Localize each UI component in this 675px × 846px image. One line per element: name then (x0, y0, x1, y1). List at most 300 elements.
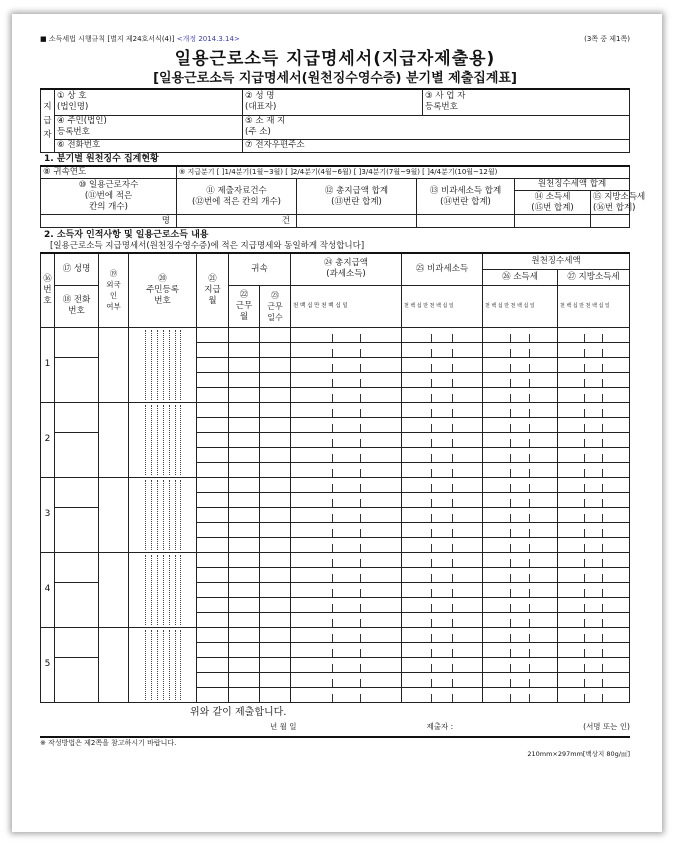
income-tax-cell[interactable] (483, 507, 558, 522)
work-month-cell[interactable] (229, 402, 260, 417)
local-tax-cell[interactable] (558, 402, 630, 417)
rrn-cell[interactable] (129, 327, 197, 402)
pay-month-cell[interactable] (197, 567, 229, 582)
local-tax-cell[interactable] (558, 687, 630, 702)
nontax-amount-cell[interactable] (402, 567, 483, 582)
income-tax-cell[interactable] (483, 687, 558, 702)
digit-ticks (483, 433, 557, 447)
digit-ticks (558, 388, 629, 402)
pay-month-cell[interactable] (197, 522, 229, 537)
digit-ticks (291, 568, 401, 582)
pay-month-cell[interactable] (197, 597, 229, 612)
digit-ticks (558, 373, 629, 387)
nontax-amount-cell[interactable] (402, 522, 483, 537)
income-tax-cell[interactable] (483, 357, 558, 372)
digit-ticks (483, 343, 557, 357)
col-attribution-header: 귀속 (229, 253, 291, 285)
work-days-cell[interactable] (260, 582, 291, 597)
pay-month-cell[interactable] (197, 387, 229, 402)
section1-title: 1. 분기별 원천징수 집계현황 (44, 153, 159, 164)
work-month-cell[interactable] (229, 327, 260, 342)
pay-month-cell[interactable] (197, 342, 229, 357)
income-tax-cell[interactable] (483, 567, 558, 582)
work-days-cell[interactable] (260, 567, 291, 582)
rrn-cell[interactable] (129, 477, 197, 552)
local-tax-cell[interactable] (558, 672, 630, 687)
rrn-dotted-grid (129, 480, 196, 550)
digit-ticks (558, 418, 629, 432)
document-sheet (12, 14, 662, 832)
work-days-cell[interactable] (260, 462, 291, 477)
digit-ticks (291, 403, 401, 417)
nontax-amount-cell[interactable] (402, 657, 483, 672)
digit-ticks (291, 433, 401, 447)
digit-ticks (558, 613, 629, 627)
digit-ticks (483, 688, 557, 702)
work-month-cell[interactable] (229, 537, 260, 552)
sign-field[interactable]: (서명 또는 인) (583, 721, 630, 731)
nontax-amount-cell[interactable] (402, 402, 483, 417)
digit-ticks (483, 403, 557, 417)
nontax-amount-cell[interactable] (402, 357, 483, 372)
foreigner-cell[interactable] (99, 477, 129, 552)
digit-ticks (558, 328, 629, 342)
income-tax-cell[interactable] (483, 597, 558, 612)
rrn-cell[interactable] (129, 627, 197, 702)
representative-field[interactable]: ② 성 명 (대표자) (243, 89, 423, 115)
pay-month-cell[interactable] (197, 492, 229, 507)
income-tax-cell[interactable] (483, 612, 558, 627)
digit-ticks (402, 433, 482, 447)
nontax-amount-cell[interactable] (402, 432, 483, 447)
total-amount-cell[interactable] (291, 672, 402, 687)
local-tax-cell[interactable] (558, 492, 630, 507)
local-tax-cell[interactable] (558, 627, 630, 642)
income-tax-cell[interactable] (483, 477, 558, 492)
digit-ticks (483, 358, 557, 372)
nontax-amount-cell[interactable] (402, 372, 483, 387)
foreigner-cell[interactable] (99, 552, 129, 627)
nontax-amount-cell[interactable] (402, 552, 483, 567)
work-month-cell[interactable] (229, 612, 260, 627)
work-month-cell[interactable] (229, 432, 260, 447)
digit-ticks (483, 568, 557, 582)
total-amount-cell[interactable] (291, 627, 402, 642)
local-tax-cell[interactable] (558, 432, 630, 447)
company-name-field[interactable]: ① 상 호 (법인명) (55, 89, 243, 115)
local-tax-cell[interactable] (558, 567, 630, 582)
nontax-amount-cell[interactable] (402, 492, 483, 507)
table-row (41, 327, 630, 342)
digit-ticks (483, 418, 557, 432)
local-tax-cell[interactable] (558, 342, 630, 357)
digit-ticks (558, 643, 629, 657)
registration-number-field[interactable]: ④ 주민(법인) 등록번호 (55, 115, 243, 139)
row-number: 1 (41, 327, 55, 402)
pay-month-cell[interactable] (197, 507, 229, 522)
work-days-cell[interactable] (260, 372, 291, 387)
digit-ticks (402, 553, 482, 567)
pay-month-cell[interactable] (197, 657, 229, 672)
work-month-cell[interactable] (229, 507, 260, 522)
total-amount-cell[interactable] (291, 597, 402, 612)
total-amount-cell[interactable] (291, 612, 402, 627)
digit-ticks (291, 388, 401, 402)
digit-ticks (291, 643, 401, 657)
work-days-cell[interactable] (260, 537, 291, 552)
business-number-field[interactable]: ③ 사 업 자 등록번호 (423, 89, 630, 115)
phone-field[interactable]: ⑥ 전화번호 (55, 139, 243, 152)
pay-month-cell[interactable] (197, 372, 229, 387)
email-field[interactable]: ⑦ 전자우편주소 (243, 139, 630, 152)
revision-date: <개정 2014.3.14> (176, 35, 240, 43)
nontax-amount-cell[interactable] (402, 462, 483, 477)
digit-ticks (291, 418, 401, 432)
total-amount-cell[interactable] (291, 327, 402, 342)
digit-ticks (483, 448, 557, 462)
nontax-amount-cell[interactable] (402, 537, 483, 552)
digit-ticks (402, 583, 482, 597)
digit-ticks (558, 343, 629, 357)
work-days-cell[interactable] (260, 477, 291, 492)
digit-ticks (483, 673, 557, 687)
row-number: 5 (41, 627, 55, 702)
total-amount-cell[interactable] (291, 417, 402, 432)
digit-ticks (402, 463, 482, 477)
total-amount-cell[interactable] (291, 522, 402, 537)
total-payment-header: ⑫ 총지급액 합계 (⑬번란 합계) (297, 179, 417, 215)
pay-month-cell[interactable] (197, 552, 229, 567)
footer-note-bar (40, 736, 630, 749)
digit-ticks (402, 388, 482, 402)
income-tax-input[interactable] (515, 215, 591, 228)
nontax-amount-cell[interactable] (402, 642, 483, 657)
attribution-year-field[interactable]: ⑧ 귀속연도 (41, 166, 177, 179)
col-nontax-header: ㉕ 비과세소득 (402, 253, 483, 285)
total-amount-cell[interactable] (291, 447, 402, 462)
digit-ticks (558, 688, 629, 702)
rrn-dotted-grid (129, 330, 196, 400)
work-days-cell[interactable] (260, 612, 291, 627)
local-tax-cell[interactable] (558, 417, 630, 432)
local-tax-cell[interactable] (558, 507, 630, 522)
paper-spec: 210mm×297mm[백상지 80g/㎡] (527, 749, 630, 758)
digit-ticks (291, 523, 401, 537)
income-tax-cell[interactable] (483, 642, 558, 657)
income-tax-cell[interactable] (483, 537, 558, 552)
work-days-cell[interactable] (260, 387, 291, 402)
rrn-dotted-grid (129, 630, 196, 700)
rrn-cell[interactable] (129, 552, 197, 627)
nontax-amount-cell[interactable] (402, 672, 483, 687)
worker-phone-cell[interactable] (55, 582, 99, 627)
work-month-cell[interactable] (229, 597, 260, 612)
worker-name-cell[interactable] (55, 402, 99, 432)
pay-month-cell[interactable] (197, 357, 229, 372)
form-page (40, 34, 646, 759)
work-days-cell[interactable] (260, 597, 291, 612)
row-number: 2 (41, 402, 55, 477)
local-tax-cell[interactable] (558, 447, 630, 462)
nontax-amount-cell[interactable] (402, 477, 483, 492)
local-tax-cell[interactable] (558, 477, 630, 492)
work-days-cell[interactable] (260, 522, 291, 537)
work-month-cell[interactable] (229, 657, 260, 672)
digit-ticks (291, 553, 401, 567)
local-tax-cell[interactable] (558, 462, 630, 477)
col-total-units: 천 백 십 만 천 백 십 일 (291, 285, 402, 327)
submit-statement: 위와 같이 제출합니다. (190, 706, 287, 718)
work-days-cell[interactable] (260, 627, 291, 642)
nontax-header: ⑬ 비과세소득 합계 (⑭번란 합계) (417, 179, 515, 215)
col-rrn-header: ⑳ 주민등록 번호 (129, 253, 197, 327)
total-amount-cell[interactable] (291, 402, 402, 417)
digit-ticks (402, 598, 482, 612)
work-days-cell[interactable] (260, 552, 291, 567)
nontax-amount-cell[interactable] (402, 507, 483, 522)
digit-ticks (483, 598, 557, 612)
rrn-cell[interactable] (129, 402, 197, 477)
pay-month-cell[interactable] (197, 417, 229, 432)
digit-ticks (483, 628, 557, 642)
work-month-cell[interactable] (229, 642, 260, 657)
worker-count-header: ⑩ 일용근로자수 (⑪번에 적은 칸의 개수) (41, 179, 177, 215)
local-tax-cell[interactable] (558, 327, 630, 342)
digit-ticks (402, 568, 482, 582)
total-amount-cell[interactable] (291, 342, 402, 357)
rrn-dotted-grid (129, 405, 196, 475)
pay-month-cell[interactable] (197, 582, 229, 597)
digit-ticks (291, 673, 401, 687)
nontax-amount-cell[interactable] (402, 612, 483, 627)
local-tax-cell[interactable] (558, 387, 630, 402)
local-tax-cell[interactable] (558, 552, 630, 567)
work-month-cell[interactable] (229, 582, 260, 597)
income-tax-cell[interactable] (483, 402, 558, 417)
nontax-amount-cell[interactable] (402, 597, 483, 612)
worker-name-cell[interactable] (55, 477, 99, 507)
col-number-header: ⑯ 번 호 (41, 253, 55, 327)
section2-title: 2. 소득자 인적사항 및 일용근로소득 내용 (44, 230, 209, 240)
income-tax-cell[interactable] (483, 342, 558, 357)
nontax-amount-cell[interactable] (402, 387, 483, 402)
income-tax-cell[interactable] (483, 552, 558, 567)
local-tax-cell[interactable] (558, 582, 630, 597)
income-tax-cell[interactable] (483, 657, 558, 672)
digit-ticks (558, 448, 629, 462)
total-amount-cell[interactable] (291, 372, 402, 387)
work-month-cell[interactable] (229, 687, 260, 702)
worker-phone-cell[interactable] (55, 432, 99, 477)
local-tax-input[interactable] (591, 215, 630, 228)
work-days-cell[interactable] (260, 417, 291, 432)
total-amount-cell[interactable] (291, 462, 402, 477)
digit-ticks (402, 478, 482, 492)
digit-ticks (291, 328, 401, 342)
section2-note: [일용근로소득 지급명세서(원천징수영수증)에 적은 지급명세와 동일하게 작성합니다] (50, 241, 365, 251)
work-month-cell[interactable] (229, 522, 260, 537)
nontax-input[interactable] (417, 215, 515, 228)
digit-ticks (291, 358, 401, 372)
digit-ticks (402, 658, 482, 672)
nontax-amount-cell[interactable] (402, 687, 483, 702)
work-days-cell[interactable] (260, 447, 291, 462)
work-month-cell[interactable] (229, 462, 260, 477)
worker-count-input[interactable] (41, 215, 177, 228)
worker-phone-cell[interactable] (55, 657, 99, 702)
income-tax-cell[interactable] (483, 327, 558, 342)
income-tax-cell[interactable] (483, 417, 558, 432)
work-days-cell[interactable] (260, 507, 291, 522)
work-days-cell[interactable] (260, 672, 291, 687)
income-tax-cell[interactable] (483, 462, 558, 477)
income-tax-cell[interactable] (483, 372, 558, 387)
digit-ticks (402, 643, 482, 657)
digit-ticks (402, 673, 482, 687)
col-nontax-units: 천 백 십 만 천 백 십 일 (402, 285, 483, 327)
pay-month-cell[interactable] (197, 672, 229, 687)
work-month-cell[interactable] (229, 342, 260, 357)
digit-ticks (402, 523, 482, 537)
digit-ticks (483, 583, 557, 597)
total-amount-cell[interactable] (291, 552, 402, 567)
income-tax-cell[interactable] (483, 492, 558, 507)
digit-ticks (483, 553, 557, 567)
total-amount-cell[interactable] (291, 357, 402, 372)
nontax-amount-cell[interactable] (402, 417, 483, 432)
income-tax-cell[interactable] (483, 447, 558, 462)
nontax-amount-cell[interactable] (402, 582, 483, 597)
work-month-cell[interactable] (229, 447, 260, 462)
work-days-cell[interactable] (260, 327, 291, 342)
nontax-amount-cell[interactable] (402, 342, 483, 357)
date-field[interactable]: 년 월 일 (270, 721, 297, 731)
total-amount-cell[interactable] (291, 537, 402, 552)
work-month-cell[interactable] (229, 492, 260, 507)
work-month-cell[interactable] (229, 417, 260, 432)
work-days-cell[interactable] (260, 492, 291, 507)
pay-month-cell[interactable] (197, 537, 229, 552)
foreigner-cell[interactable] (99, 627, 129, 702)
total-amount-cell[interactable] (291, 387, 402, 402)
digit-ticks (558, 433, 629, 447)
income-tax-cell[interactable] (483, 522, 558, 537)
nontax-amount-cell[interactable] (402, 327, 483, 342)
local-tax-cell[interactable] (558, 357, 630, 372)
address-field[interactable]: ⑤ 소 재 지 (주 소) (243, 115, 630, 139)
work-days-cell[interactable] (260, 357, 291, 372)
nontax-amount-cell[interactable] (402, 627, 483, 642)
digit-ticks (558, 403, 629, 417)
work-month-cell[interactable] (229, 627, 260, 642)
worker-name-cell[interactable] (55, 327, 99, 357)
work-month-cell[interactable] (229, 552, 260, 567)
total-amount-cell[interactable] (291, 432, 402, 447)
local-tax-cell[interactable] (558, 522, 630, 537)
law-reference: ■ 소득세법 시행규칙 [별지 제24호서식(4)] (40, 35, 175, 43)
work-month-cell[interactable] (229, 372, 260, 387)
digit-ticks (402, 688, 482, 702)
pay-month-cell[interactable] (197, 462, 229, 477)
total-amount-cell[interactable] (291, 582, 402, 597)
local-tax-cell[interactable] (558, 597, 630, 612)
work-days-cell[interactable] (260, 657, 291, 672)
col-foreigner-header: ⑲ 외국 인 여부 (99, 253, 129, 327)
digit-ticks (291, 493, 401, 507)
digit-ticks (402, 418, 482, 432)
total-amount-cell[interactable] (291, 657, 402, 672)
local-tax-cell[interactable] (558, 372, 630, 387)
income-tax-cell[interactable] (483, 627, 558, 642)
work-month-cell[interactable] (229, 567, 260, 582)
income-tax-cell[interactable] (483, 387, 558, 402)
local-tax-cell[interactable] (558, 642, 630, 657)
work-month-cell[interactable] (229, 387, 260, 402)
digit-ticks (558, 538, 629, 552)
digit-ticks (483, 463, 557, 477)
pay-month-cell[interactable] (197, 447, 229, 462)
income-tax-cell[interactable] (483, 582, 558, 597)
digit-ticks (558, 463, 629, 477)
digit-ticks (558, 628, 629, 642)
total-amount-cell[interactable] (291, 687, 402, 702)
work-days-cell[interactable] (260, 432, 291, 447)
income-tax-cell[interactable] (483, 432, 558, 447)
pay-month-cell[interactable] (197, 477, 229, 492)
total-payment-input[interactable] (297, 215, 417, 228)
pay-month-cell[interactable] (197, 627, 229, 642)
work-days-cell[interactable] (260, 687, 291, 702)
nontax-amount-cell[interactable] (402, 447, 483, 462)
local-tax-cell[interactable] (558, 537, 630, 552)
total-amount-cell[interactable] (291, 642, 402, 657)
work-days-cell[interactable] (260, 402, 291, 417)
total-amount-cell[interactable] (291, 477, 402, 492)
work-days-cell[interactable] (260, 642, 291, 657)
pay-month-cell[interactable] (197, 327, 229, 342)
digit-ticks (402, 508, 482, 522)
pay-month-cell[interactable] (197, 612, 229, 627)
worker-phone-cell[interactable] (55, 357, 99, 402)
work-month-cell[interactable] (229, 672, 260, 687)
digit-ticks (402, 343, 482, 357)
pay-month-cell[interactable] (197, 642, 229, 657)
pay-month-cell[interactable] (197, 402, 229, 417)
worker-name-cell[interactable] (55, 552, 99, 582)
worker-name-cell[interactable] (55, 627, 99, 657)
digit-ticks (483, 538, 557, 552)
record-count-input[interactable] (177, 215, 297, 228)
digit-ticks (558, 673, 629, 687)
pay-month-cell[interactable] (197, 687, 229, 702)
work-month-cell[interactable] (229, 357, 260, 372)
worker-phone-cell[interactable] (55, 507, 99, 552)
digit-ticks (291, 688, 401, 702)
total-amount-cell[interactable] (291, 492, 402, 507)
foreigner-cell[interactable] (99, 327, 129, 402)
pay-month-cell[interactable] (197, 432, 229, 447)
total-amount-cell[interactable] (291, 567, 402, 582)
local-tax-cell[interactable] (558, 657, 630, 672)
work-days-cell[interactable] (260, 342, 291, 357)
work-month-cell[interactable] (229, 477, 260, 492)
total-amount-cell[interactable] (291, 507, 402, 522)
foreigner-cell[interactable] (99, 402, 129, 477)
income-tax-cell[interactable] (483, 672, 558, 687)
payment-quarter-field[interactable]: ⑨ 지급분기 [ ]1/4분기(1월~3월) [ ]2/4분기(4월~6월) [ ]3/4분기(7월~9월) [ ]4/4분기(10월~12월) (177, 166, 630, 179)
local-tax-cell[interactable] (558, 612, 630, 627)
digit-ticks (291, 343, 401, 357)
